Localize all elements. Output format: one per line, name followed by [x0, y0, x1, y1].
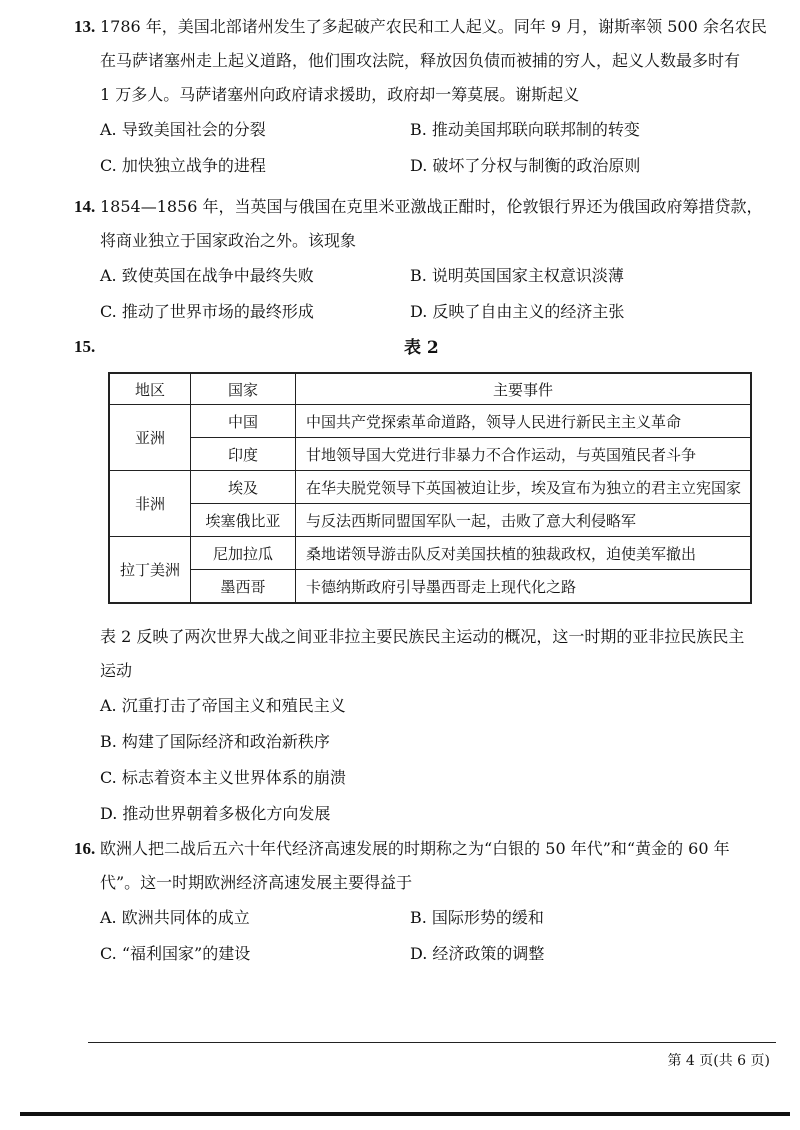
country-cell: 墨西哥 [191, 570, 296, 604]
options-row [100, 258, 770, 294]
option-b: B. 说明英国国家主权意识淡薄 [410, 266, 624, 285]
option-d: D. 破坏了分权与制衡的政治原则 [410, 156, 641, 175]
table-row [109, 537, 751, 570]
event-cell: 中国共产党探索革命道路，领导人民进行新民主主义革命 [296, 405, 752, 438]
option-c: C. 加快独立战争的进程 [100, 156, 266, 175]
options-row [100, 294, 770, 330]
page-number: 第 4 页(共 6 页) [667, 1053, 770, 1069]
region-cell: 亚洲 [109, 405, 191, 471]
option-a: A. 沉重打击了帝国主义和殖民主义 [100, 696, 346, 715]
option-a: A. 导致美国社会的分裂 [100, 120, 266, 139]
option-d: D. 反映了自由主义的经济主张 [410, 302, 625, 321]
question-number: 13. [74, 17, 96, 36]
table-row [109, 471, 751, 504]
country-cell: 印度 [191, 438, 296, 471]
options-row [100, 900, 770, 936]
event-cell: 卡德纳斯政府引导墨西哥走上现代化之路 [296, 570, 752, 604]
option-d: D. 经济政策的调整 [410, 944, 545, 963]
question-number: 15. [74, 337, 96, 356]
question-stem-line: 1786 年，美国北部诸州发生了多起破产农民和工人起义。同年 9 月，谢斯率领 500 余名农民 [100, 17, 767, 36]
event-cell: 甘地领导国大党进行非暴力不合作运动，与英国殖民者斗争 [296, 438, 752, 471]
bottom-edge-bar [20, 1112, 790, 1116]
option-a: A. 致使英国在战争中最终失败 [100, 266, 314, 285]
question-number: 16. [74, 839, 96, 858]
question-stem-line: 1 万多人。马萨诸塞州向政府请求援助，政府却一筹莫展。谢斯起义 [100, 85, 580, 104]
table-caption: 表 2 [404, 338, 439, 358]
option-c: C. 推动了世界市场的最终形成 [100, 302, 314, 321]
option-b: B. 推动美国邦联向联邦制的转变 [410, 120, 640, 139]
question-14 [74, 190, 770, 330]
question-16 [74, 832, 770, 972]
table-row [109, 438, 751, 471]
question-stem-line: 在马萨诸塞州走上起义道路，他们围攻法院，释放因负债而被捕的穷人，起义人数最多时有 [100, 51, 741, 70]
country-cell: 尼加拉瓜 [191, 537, 296, 570]
header-region: 地区 [109, 373, 191, 405]
question-stem-line: 1854—1856 年，当英国与俄国在克里米亚激战正酣时，伦敦银行界还为俄国政府筹措贷款， [100, 197, 763, 216]
options-row [100, 936, 770, 972]
table-row [109, 405, 751, 438]
event-cell: 桑地诺领导游击队反对美国扶植的独裁政权，迫使美军撤出 [296, 537, 752, 570]
header-country: 国家 [191, 373, 296, 405]
option-c: C. “福利国家”的建设 [100, 944, 251, 963]
option-a: A. 欧洲共同体的成立 [100, 908, 250, 927]
question-stem-line: 代”。这一时期欧洲经济高速发展主要得益于 [100, 873, 413, 892]
table-row [109, 504, 751, 537]
question-15-body [100, 620, 770, 832]
country-cell: 中国 [191, 405, 296, 438]
options-row [100, 148, 770, 184]
option-b: B. 构建了国际经济和政治新秩序 [100, 732, 330, 751]
question-13 [74, 10, 770, 184]
event-cell: 在华夫脱党领导下英国被迫让步，埃及宣布为独立的君主立宪国家 [296, 471, 752, 504]
option-b: B. 国际形势的缓和 [410, 908, 544, 927]
option-d: D. 推动世界朝着多极化方向发展 [100, 804, 331, 823]
region-cell: 非洲 [109, 471, 191, 537]
country-cell: 埃塞俄比亚 [191, 504, 296, 537]
option-c: C. 标志着资本主义世界体系的崩溃 [100, 768, 346, 787]
event-cell: 与反法西斯同盟国军队一起，击败了意大利侵略军 [296, 504, 752, 537]
region-cell: 拉丁美洲 [109, 537, 191, 604]
events-table [108, 372, 752, 604]
question-number: 14. [74, 197, 96, 216]
options-row [100, 112, 770, 148]
table-header-row [109, 373, 751, 405]
question-stem-line: 表 2 反映了两次世界大战之间亚非拉主要民族民主运动的概况，这一时期的亚非拉民族民主 [100, 627, 745, 646]
country-cell: 埃及 [191, 471, 296, 504]
question-stem-line: 将商业独立于国家政治之外。该现象 [100, 231, 357, 250]
footer-divider [88, 1042, 776, 1043]
question-stem-line: 运动 [100, 661, 133, 680]
table-row [109, 570, 751, 604]
header-event: 主要事件 [296, 373, 752, 405]
question-stem-line: 欧洲人把二战后五六十年代经济高速发展的时期称之为“白银的 50 年代”和“黄金的 60 年 [100, 839, 730, 858]
